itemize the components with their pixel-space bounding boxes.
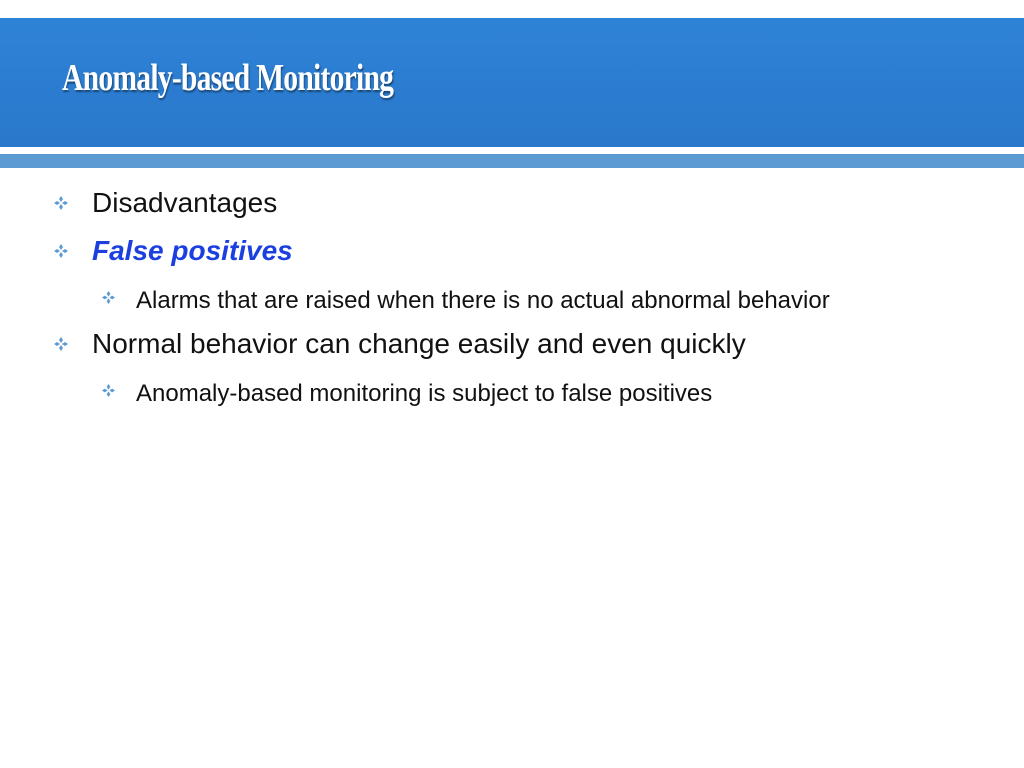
bullet-text: Normal behavior can change easily and even quickly bbox=[92, 328, 746, 359]
bullet-item bbox=[54, 234, 984, 268]
bullet-item bbox=[54, 327, 984, 361]
sub-bullet-item bbox=[102, 282, 984, 319]
sub-bullet-text: Anomaly-based monitoring is subject to false positives bbox=[136, 380, 713, 407]
bullet-text: Disadvantages bbox=[92, 187, 278, 218]
bullet-text-emphasized: False positives bbox=[92, 235, 293, 266]
diamond-bullet-icon bbox=[54, 234, 92, 268]
diamond-bullet-icon bbox=[102, 375, 136, 405]
diamond-bullet-icon bbox=[102, 282, 136, 312]
sub-bullet-text: Alarms that are raised when there is no actual abnormal behavior bbox=[136, 287, 830, 314]
diamond-bullet-icon bbox=[54, 186, 92, 220]
header-rule bbox=[0, 154, 1024, 168]
sub-bullet-item bbox=[102, 375, 984, 412]
bullet-item bbox=[54, 186, 984, 220]
bullet-list bbox=[54, 186, 984, 418]
slide-title: Anomaly-based Monitoring bbox=[62, 57, 394, 99]
diamond-bullet-icon bbox=[54, 327, 92, 361]
